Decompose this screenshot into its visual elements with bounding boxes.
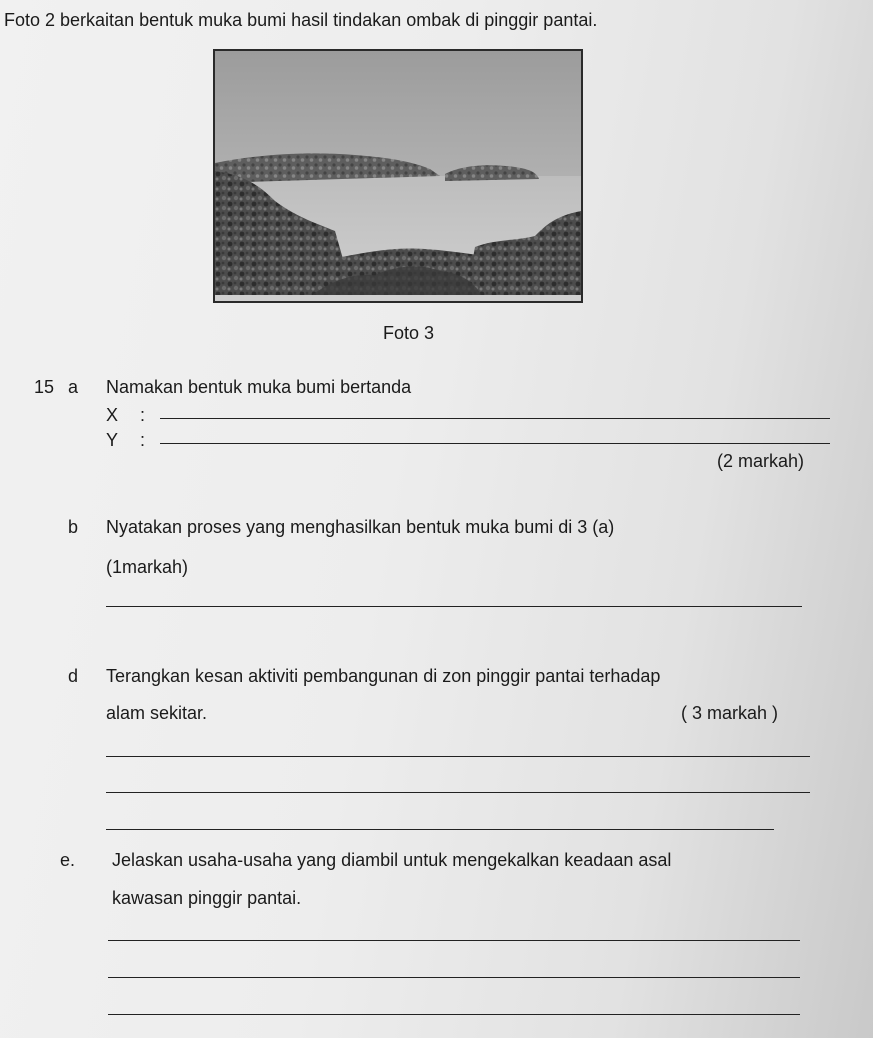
marks-part-a: (2 markah) <box>717 451 805 471</box>
intro-text: Foto 2 berkaitan bentuk muka bumi hasil tindakan ombak di pinggir pantai. <box>4 10 598 30</box>
marks-part-d: ( 3 markah ) <box>681 703 779 723</box>
answer-line-e2 <box>108 977 800 978</box>
marks-part-b: (1markah) <box>106 557 189 577</box>
answer-line-d3 <box>106 829 774 830</box>
part-b-text: Nyatakan proses yang menghasilkan bentuk muka bumi di 3 (a) <box>106 517 615 537</box>
part-d-letter: d <box>68 666 79 686</box>
part-b-letter: b <box>68 517 79 537</box>
question-number: 15 <box>34 377 55 397</box>
answer-line-d2 <box>106 792 810 793</box>
answer-line-e3 <box>108 1014 800 1015</box>
part-e-text-line1: Jelaskan usaha-usaha yang diambil untuk mengekalkan keadaan asal <box>112 850 672 870</box>
photo-caption: Foto 3 <box>383 323 435 343</box>
coastal-photo <box>213 49 583 303</box>
part-a-letter: a <box>68 377 79 397</box>
answer-line-x <box>160 418 830 419</box>
coastal-photo-image <box>215 51 581 301</box>
part-e-text-line2: kawasan pinggir pantai. <box>112 888 302 908</box>
answer-line-b <box>106 606 802 607</box>
label-x: X <box>106 405 119 425</box>
colon-x: : <box>140 405 146 425</box>
part-d-text-line1: Terangkan kesan aktiviti pembangunan di zon pinggir pantai terhadap <box>106 666 661 686</box>
part-e-letter: e. <box>60 850 76 870</box>
answer-line-e1 <box>108 940 800 941</box>
part-d-text-line2: alam sekitar. <box>106 703 208 723</box>
answer-line-y <box>160 443 830 444</box>
answer-line-d1 <box>106 756 810 757</box>
colon-y: : <box>140 430 146 450</box>
part-a-text: Namakan bentuk muka bumi bertanda <box>106 377 412 397</box>
label-y: Y <box>106 430 119 450</box>
